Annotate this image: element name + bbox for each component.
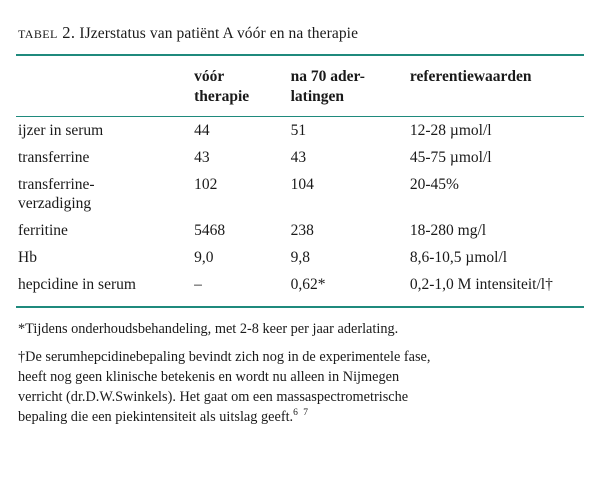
footnote-dagger-line4-text: bepaling die een piekintensiteit als uitslag geeft. [18,409,294,426]
cell-after-phlebotomies: 0,62* [290,275,326,293]
table-caption-text: IJzerstatus van patiënt A vóór en na therapie [79,25,359,42]
cell-before-therapy: 5468 [194,222,226,240]
row-label [16,245,192,272]
row-label [16,117,192,144]
column-header-after-phlebotomies [289,56,408,116]
cell-before-therapy: 102 [194,175,218,193]
footnote-reference-markers: 6 7 [293,408,310,419]
column-header-before-therapy [192,56,289,116]
row-label-line2: verzadiging [18,195,92,213]
row-label-line1: transferrine- [18,175,95,193]
cell-reference-value: 20-45% [409,175,459,193]
footnote-asterisk: *Tijdens onderhoudsbehandeling, met 2-8 keer per jaar aderlating. [18,321,399,338]
table-head [16,56,584,116]
table-footnotes [16,308,584,427]
table-caption-label: tabel 2. [18,23,76,42]
cell-after-phlebotomies: 43 [290,148,307,166]
row-label [16,271,192,298]
cell-before-therapy: – [194,275,202,293]
table-row [16,218,584,245]
table-body [16,117,584,298]
table-row [16,144,584,171]
cell-after-phlebotomies: 51 [290,121,307,139]
table-row [16,271,584,298]
cell-before-therapy: 43 [194,148,210,166]
column-header-after-phlebotomies-line1: na 70 ader- [290,68,365,86]
cell-after-phlebotomies: 238 [290,222,314,240]
column-header-before-therapy-line2: therapie [194,87,250,105]
cell-after-phlebotomies: 9,8 [290,249,310,267]
column-header-after-phlebotomies-line2: latingen [290,87,345,105]
row-label-line1: transferrine [18,148,90,166]
cell-reference-value: 45-75 µmol/l [409,148,492,166]
cell-before-therapy: 9,0 [194,249,214,267]
cell-reference-value: 8,6-10,5 µmol/l [409,249,508,267]
cell-reference-value: 0,2-1,0 M intensiteit/l† [409,275,553,293]
table-row [16,117,584,144]
cell-reference-value: 12-28 µmol/l [409,121,492,139]
iron-status-table [16,56,584,116]
table-row [16,245,584,272]
column-header-before-therapy-line1: vóór [194,68,225,86]
footnote-dagger-line3: verricht (dr.D.W.Swinkels). Het gaat om een massaspectrometrische [18,389,409,406]
column-header-measure [16,56,192,116]
row-label-line1: hepcidine in serum [18,275,136,293]
column-header-reference-values: referentiewaarden [409,68,532,86]
table-row [16,171,584,218]
footnote-dagger-line2: heeft nog geen klinische betekenis en wordt nu alleen in Nijmegen [18,369,400,386]
row-label-line1: Hb [18,249,37,267]
cell-reference-value: 18-280 mg/l [409,222,487,240]
row-label [16,171,192,218]
iron-status-table-body [16,117,584,298]
cell-before-therapy: 44 [194,121,210,139]
cell-after-phlebotomies: 104 [290,175,314,193]
row-label [16,218,192,245]
footnote-dagger-line1: †De serumhepcidinebepaling bevindt zich nog in de experimentele fase, [18,349,431,366]
row-label-line1: ferritine [18,222,68,240]
table-header-row [16,56,584,116]
row-label-line1: ijzer in serum [18,121,104,139]
row-label [16,144,192,171]
footnote-dagger-line4 [18,408,582,427]
table-caption [16,18,584,54]
